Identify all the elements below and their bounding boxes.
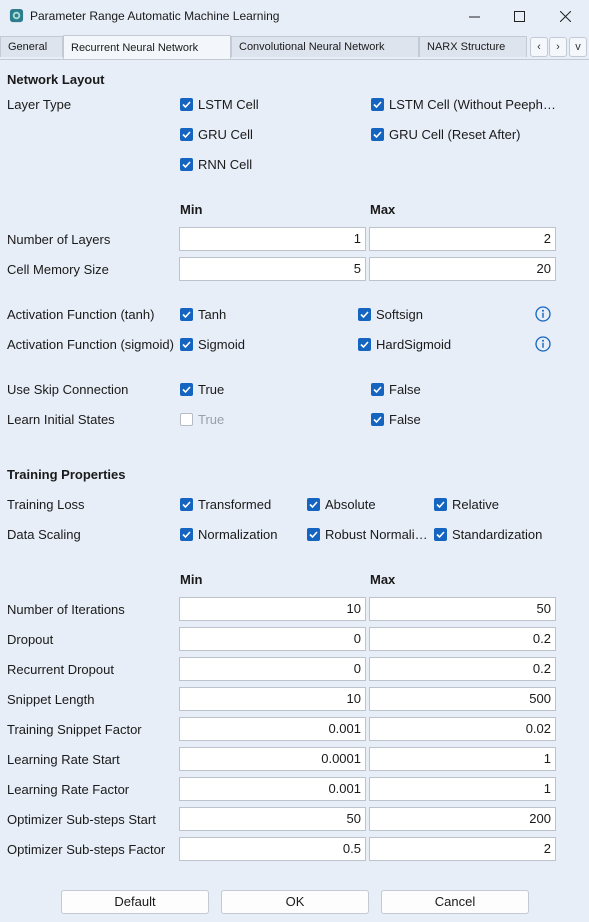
- checkbox-check-icon: [180, 338, 193, 351]
- sigmoid-checkbox[interactable]: Sigmoid: [180, 337, 245, 352]
- learning-rate-factor-max-input[interactable]: 1: [369, 777, 556, 801]
- number-of-layers-max-input[interactable]: 2: [369, 227, 556, 251]
- checkbox-check-icon: [180, 128, 193, 141]
- checkbox-check-icon: [307, 498, 320, 511]
- learning-rate-start-min-input[interactable]: 0.0001: [179, 747, 366, 771]
- cancel-button[interactable]: Cancel: [381, 890, 529, 914]
- hardsigmoid-checkbox[interactable]: HardSigmoid: [358, 337, 451, 352]
- checkbox-check-icon: [180, 98, 193, 111]
- network-max-header: Max: [370, 202, 396, 217]
- app-icon: [9, 8, 24, 23]
- standardization-checkbox[interactable]: Standardization: [434, 527, 542, 542]
- gru-cell-checkbox[interactable]: GRU Cell: [180, 127, 253, 142]
- learning-rate-factor-label: Learning Rate Factor: [7, 782, 130, 797]
- training-snippet-factor-max-input[interactable]: 0.02: [369, 717, 556, 741]
- number-of-layers-label: Number of Layers: [7, 232, 111, 247]
- cell-memory-size-label: Cell Memory Size: [7, 262, 109, 277]
- dropout-max-input[interactable]: 0.2: [369, 627, 556, 651]
- checkbox-check-icon: [371, 98, 384, 111]
- recurrent-dropout-label: Recurrent Dropout: [7, 662, 114, 677]
- checkbox-check-icon: [358, 338, 371, 351]
- number-of-layers-min-input[interactable]: 1: [179, 227, 366, 251]
- checkbox-check-icon: [180, 158, 193, 171]
- transformed-checkbox[interactable]: Transformed: [180, 497, 271, 512]
- optimizer-substeps-start-label: Optimizer Sub-steps Start: [7, 812, 156, 827]
- cell-memory-size-max-input[interactable]: 20: [369, 257, 556, 281]
- training-loss-label: Training Loss: [7, 497, 85, 512]
- skip-connection-false-checkbox[interactable]: False: [371, 382, 421, 397]
- softsign-checkbox[interactable]: Softsign: [358, 307, 423, 322]
- snippet-length-min-input[interactable]: 10: [179, 687, 366, 711]
- learning-rate-start-label: Learning Rate Start: [7, 752, 120, 767]
- chevron-left-icon: ‹: [537, 41, 541, 53]
- training-snippet-factor-min-input[interactable]: 0.001: [179, 717, 366, 741]
- initial-states-false-checkbox[interactable]: False: [371, 412, 421, 427]
- checkbox-check-icon: [180, 383, 193, 396]
- optimizer-substeps-start-min-input[interactable]: 50: [179, 807, 366, 831]
- tanh-checkbox[interactable]: Tanh: [180, 307, 226, 322]
- number-of-iterations-max-input[interactable]: 50: [369, 597, 556, 621]
- activation-sigmoid-label: Activation Function (sigmoid): [7, 337, 174, 352]
- training-snippet-factor-label: Training Snippet Factor: [7, 722, 142, 737]
- learning-rate-factor-min-input[interactable]: 0.001: [179, 777, 366, 801]
- close-icon: [560, 11, 571, 22]
- lstm-cell-without-peephole-checkbox[interactable]: LSTM Cell (Without Peeph…: [371, 97, 556, 112]
- cell-memory-size-min-input[interactable]: 5: [179, 257, 366, 281]
- tab-convolutional-neural-network[interactable]: Convolutional Neural Network: [231, 36, 419, 57]
- activation-tanh-label: Activation Function (tanh): [7, 307, 155, 322]
- layer-type-label: Layer Type: [7, 97, 72, 112]
- checkbox-check-icon: [434, 528, 447, 541]
- relative-checkbox[interactable]: Relative: [434, 497, 499, 512]
- tab-bar: [0, 36, 589, 60]
- training-min-header: Min: [180, 572, 203, 587]
- tab-prev-button[interactable]: [530, 37, 548, 57]
- training-max-header: Max: [370, 572, 396, 587]
- tab-narx-structure[interactable]: NARX Structure: [419, 36, 527, 57]
- snippet-length-max-input[interactable]: 500: [369, 687, 556, 711]
- checkbox-check-icon: [180, 308, 193, 321]
- use-skip-connection-label: Use Skip Connection: [7, 382, 129, 397]
- dropout-label: Dropout: [7, 632, 54, 647]
- chevron-down-icon: v: [575, 41, 581, 53]
- maximize-button[interactable]: [496, 0, 542, 32]
- dropout-min-input[interactable]: 0: [179, 627, 366, 651]
- data-scaling-label: Data Scaling: [7, 527, 81, 542]
- network-min-header: Min: [180, 202, 203, 217]
- lstm-cell-checkbox[interactable]: LSTM Cell: [180, 97, 259, 112]
- rnn-cell-checkbox[interactable]: RNN Cell: [180, 157, 252, 172]
- absolute-checkbox[interactable]: Absolute: [307, 497, 376, 512]
- maximize-icon: [514, 11, 525, 22]
- robust-normalization-checkbox[interactable]: Robust Normali…: [307, 527, 428, 542]
- training-properties-heading: Training Properties: [7, 467, 126, 482]
- checkbox-check-icon: [434, 498, 447, 511]
- checkbox-check-icon: [371, 128, 384, 141]
- checkbox-check-icon: [180, 498, 193, 511]
- tab-general[interactable]: General: [0, 36, 63, 57]
- ok-button[interactable]: OK: [221, 890, 369, 914]
- recurrent-dropout-max-input[interactable]: 0.2: [369, 657, 556, 681]
- minimize-icon: [469, 11, 480, 22]
- network-layout-heading: Network Layout: [7, 72, 105, 87]
- minimize-button[interactable]: [451, 0, 497, 32]
- checkbox-check-icon: [371, 413, 384, 426]
- learning-rate-start-max-input[interactable]: 1: [369, 747, 556, 771]
- optimizer-substeps-start-max-input[interactable]: 200: [369, 807, 556, 831]
- checkbox-check-icon: [307, 528, 320, 541]
- info-icon[interactable]: [535, 306, 551, 322]
- optimizer-substeps-factor-min-input[interactable]: 0.5: [179, 837, 366, 861]
- tab-list-button[interactable]: [569, 37, 587, 57]
- tab-recurrent-neural-network[interactable]: Recurrent Neural Network: [63, 35, 231, 59]
- recurrent-dropout-min-input[interactable]: 0: [179, 657, 366, 681]
- number-of-iterations-label: Number of Iterations: [7, 602, 125, 617]
- initial-states-true-checkbox: True: [180, 412, 224, 427]
- close-button[interactable]: [542, 0, 588, 32]
- gru-cell-reset-after-checkbox[interactable]: GRU Cell (Reset After): [371, 127, 520, 142]
- checkbox-check-icon: [358, 308, 371, 321]
- default-button[interactable]: Default: [61, 890, 209, 914]
- info-icon[interactable]: [535, 336, 551, 352]
- snippet-length-label: Snippet Length: [7, 692, 95, 707]
- checkbox-check-icon: [180, 528, 193, 541]
- window-title: Parameter Range Automatic Machine Learning: [30, 9, 280, 23]
- learn-initial-states-label: Learn Initial States: [7, 412, 115, 427]
- optimizer-substeps-factor-label: Optimizer Sub-steps Factor: [7, 842, 166, 857]
- skip-connection-true-checkbox[interactable]: True: [180, 382, 224, 397]
- chevron-right-icon: ›: [556, 41, 560, 53]
- number-of-iterations-min-input[interactable]: 10: [179, 597, 366, 621]
- title-bar: [0, 0, 589, 32]
- optimizer-substeps-factor-max-input[interactable]: 2: [369, 837, 556, 861]
- normalization-checkbox[interactable]: Normalization: [180, 527, 277, 542]
- tab-next-button[interactable]: [549, 37, 567, 57]
- checkbox-check-icon: [371, 383, 384, 396]
